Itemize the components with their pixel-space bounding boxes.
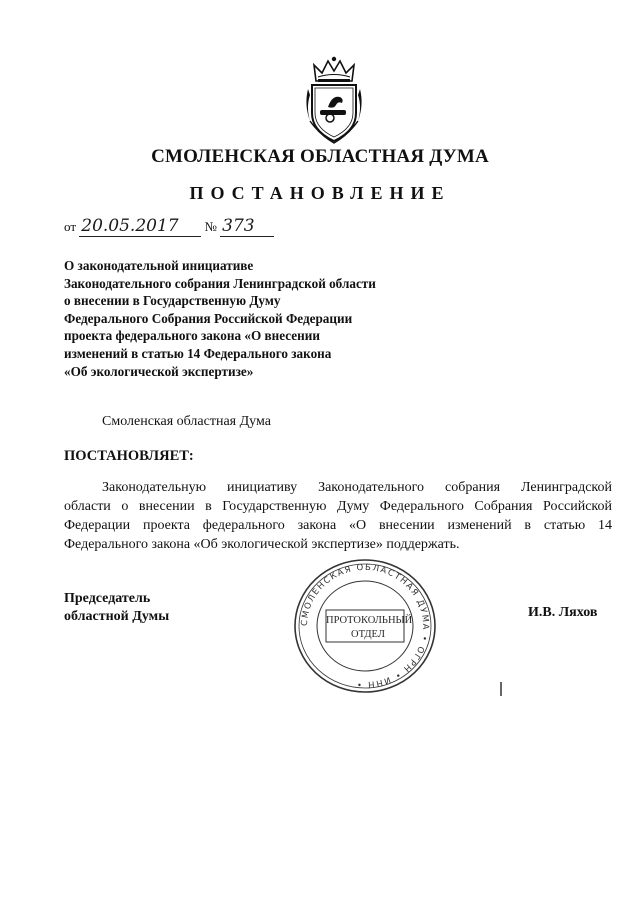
scan-mark [500, 682, 502, 696]
subject-line: проекта федерального закона «О внесении [64, 328, 320, 344]
body-line: Федерального закона «Об экологической экспертизе» поддержать. [64, 537, 460, 552]
number-prefix: № [204, 219, 217, 234]
subject-line: Федерального Собрания Российской Федерации [64, 310, 353, 326]
seal-center-label [326, 614, 413, 642]
resolution-body [64, 478, 612, 554]
document-type-title: ПОСТАНОВЛЕНИЕ [189, 183, 451, 203]
intro-text: Смоленская областная Дума [102, 414, 271, 429]
signatory-name: И.В. Ляхов [528, 605, 598, 620]
date-prefix: от [64, 219, 77, 234]
coat-of-arms-emblem [300, 55, 368, 145]
date-number-line [64, 216, 274, 237]
subject-line: о внесении в Государственную Думу [64, 293, 281, 309]
signatory-title-line: Председатель [64, 591, 151, 606]
signatory-title-line: областной Думы [64, 609, 170, 624]
seal-ring-text: СМОЛЕНСКАЯ ОБЛАСТНАЯ ДУМА • ОГРН • ИНН • [299, 562, 431, 690]
body-line: Федерации проекта федерального закона «О внесении изменений в статью 14 [64, 518, 612, 533]
subject-line: изменений в статью 14 Федерального закона [64, 345, 332, 361]
date-value: 20.05.2017 [79, 216, 201, 237]
organization-name: СМОЛЕНСКАЯ ОБЛАСТНАЯ ДУМА [151, 146, 489, 167]
body-line: Законодательную инициативу Законодательного собрания Ленинградской [102, 480, 612, 495]
body-line: области о внесении в Государственную Думу Федерального Собрания Российской [64, 499, 612, 514]
number-value: 373 [220, 216, 274, 237]
subject-line: О законодательной инициативе [64, 258, 254, 273]
signatory-title [64, 590, 169, 626]
subject-block [64, 257, 444, 380]
seal-center-line: ПРОТОКОЛЬНЫЙ [326, 615, 413, 626]
resolves-heading: ПОСТАНОВЛЯЕТ: [64, 448, 194, 464]
subject-line: «Об экологической экспертизе» [64, 363, 254, 379]
subject-line: Законодательного собрания Ленинградской области [64, 275, 376, 291]
seal-center-line: ОТДЕЛ [351, 629, 385, 640]
